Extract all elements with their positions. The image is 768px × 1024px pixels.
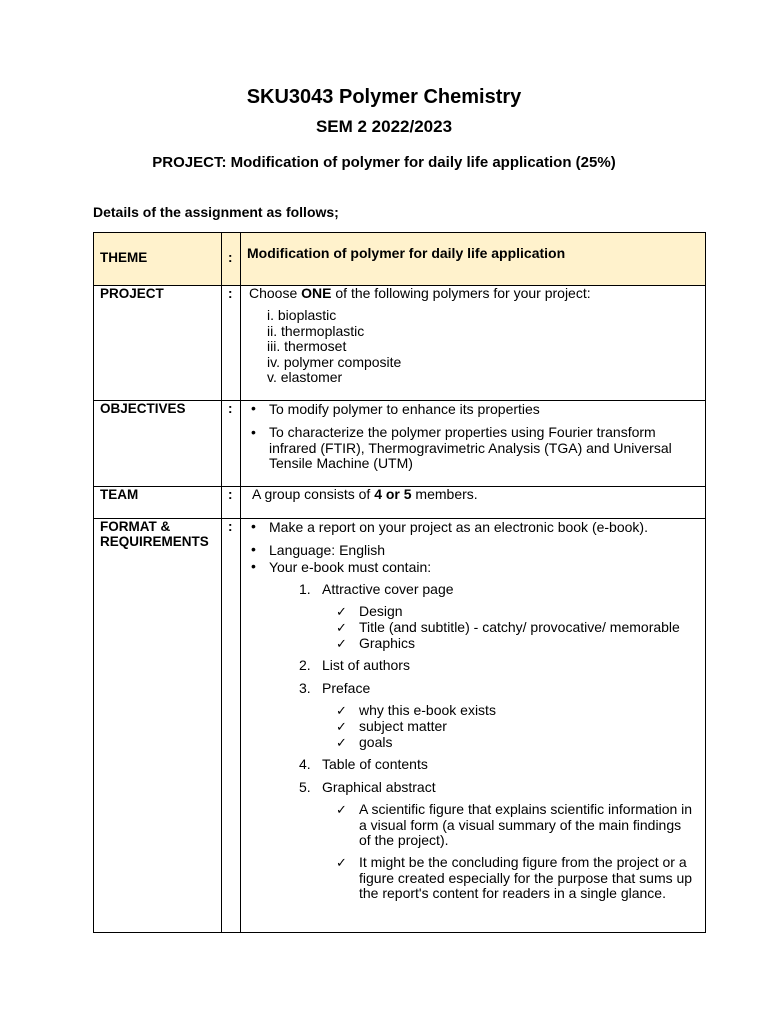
numbered-item: Graphical abstract [322, 779, 436, 795]
column-divider [221, 232, 222, 933]
checkmark-icon: ✓ [336, 636, 347, 651]
requirements-label: REQUIREMENTS [100, 534, 209, 549]
checkmark-icon: ✓ [336, 620, 347, 635]
list-number: 3. [299, 680, 311, 696]
team-label: TEAM [100, 487, 139, 502]
list-number: 2. [299, 657, 311, 673]
colon: : [228, 519, 233, 534]
polymer-option: v. elastomer [267, 369, 343, 385]
polymer-option: ii. thermoplastic [267, 322, 365, 339]
checkmark-icon: ✓ [336, 719, 347, 734]
project-label: PROJECT [100, 286, 164, 301]
objective-item: To characterize the polymer properties using Fourier transform [269, 424, 656, 440]
theme-value: Modification of polymer for daily life application [247, 245, 566, 261]
check-item: It might be the concluding figure from the project or a [359, 854, 687, 870]
bullet-icon: • [251, 541, 256, 557]
format-bullet: Language: English [269, 542, 385, 558]
list-number: 1. [299, 581, 311, 597]
numbered-item: List of authors [322, 657, 410, 673]
check-item: the report's content for readers in a single glance. [359, 885, 666, 901]
bullet-icon: • [251, 518, 256, 534]
format-bullet: Make a report on your project as an electronic book (e-book). [269, 519, 648, 535]
polymer-option: iii. thermoset [267, 338, 347, 354]
check-item: Title (and subtitle) - catchy/ provocative/ memorable [359, 619, 680, 635]
checkmark-icon: ✓ [336, 735, 347, 750]
colon: : [228, 250, 233, 265]
objective-item: infrared (FTIR), Thermogravimetric Analysis (TGA) and Universal [269, 439, 672, 456]
check-item: of the project). [359, 832, 449, 848]
check-item: Graphics [359, 635, 416, 651]
numbered-item: Preface [322, 680, 371, 696]
checkmark-icon: ✓ [336, 855, 347, 870]
bullet-icon: • [251, 400, 256, 416]
check-item: subject matter [359, 718, 447, 734]
check-item: Design [359, 603, 403, 619]
list-number: 5. [299, 779, 311, 795]
theme-label: THEME [100, 250, 148, 265]
objective-item: To modify polymer to enhance its properties [269, 401, 540, 417]
format-label: FORMAT & [100, 519, 171, 534]
check-item: a visual form (a visual summary of the main findings [359, 816, 682, 833]
colon: : [228, 487, 233, 502]
colon: : [228, 286, 233, 301]
objectives-label: OBJECTIVES [100, 401, 186, 416]
check-item: goals [359, 734, 393, 750]
team-description: A group consists of 4 or 5 members. [252, 486, 478, 502]
numbered-item: Attractive cover page [322, 581, 454, 597]
check-item: A scientific figure that explains scientific information in [359, 801, 693, 817]
objective-item: Tensile Machine (UTM) [269, 455, 413, 471]
checkmark-icon: ✓ [336, 703, 347, 718]
check-item: why this e-book exists [359, 702, 496, 718]
numbered-item: Table of contents [322, 756, 428, 772]
check-item: figure created especially for the purpose that sums up [359, 869, 693, 886]
checkmark-icon: ✓ [336, 604, 347, 619]
colon: : [228, 401, 233, 416]
polymer-option: i. bioplastic [267, 307, 337, 323]
project-intro: Choose ONE of the following polymers for your project: [249, 285, 591, 301]
checkmark-icon: ✓ [336, 802, 347, 817]
polymer-option: iv. polymer composite [267, 353, 402, 370]
column-divider [240, 232, 241, 933]
bullet-icon: • [251, 424, 256, 440]
semester-label: SEM 2 2022/2023 [315, 117, 453, 136]
project-heading: PROJECT: Modification of polymer for daily life application (25%) [152, 154, 616, 171]
list-number: 4. [299, 756, 311, 772]
course-title: SKU3043 Polymer Chemistry [246, 86, 522, 108]
bullet-icon: • [251, 558, 256, 574]
format-bullet: Your e-book must contain: [269, 559, 432, 575]
details-intro: Details of the assignment as follows; [93, 204, 339, 220]
